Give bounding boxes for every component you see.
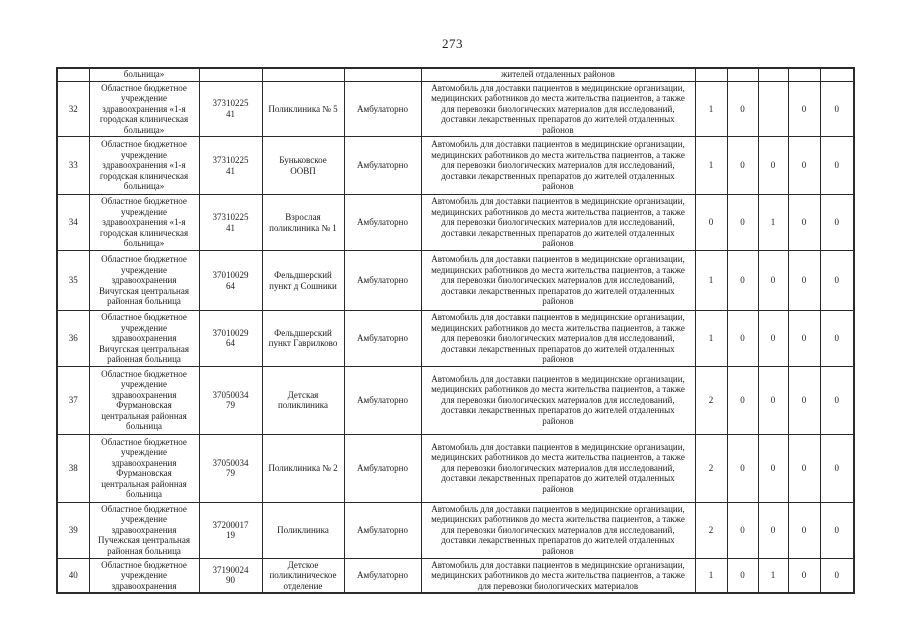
- condition-cell: Амбулаторно: [344, 137, 421, 195]
- value-cell: 2: [695, 434, 727, 502]
- facility-cell: Буньковское ООВП: [262, 137, 344, 195]
- value-cell: 0: [727, 137, 758, 195]
- table-row: [57, 137, 854, 195]
- code-cell: 3731022541: [199, 195, 262, 251]
- code-cell: 3720001719: [199, 502, 262, 558]
- value-cell: 0: [788, 195, 820, 251]
- table-row: [57, 366, 854, 434]
- description-cell: Автомобиль для доставки пациентов в медицинские организации, медицинских работников до места жительства пациентов, а также для перевозки биологических материалов: [421, 558, 695, 593]
- condition-cell: Амбулаторно: [344, 195, 421, 251]
- value-cell: 0: [788, 434, 820, 502]
- value-cell: 1: [695, 251, 727, 311]
- value-cell: 0: [758, 311, 788, 367]
- code-cell: 3731022541: [199, 81, 262, 137]
- organization-cell: Областное бюджетное учреждение здравоохранения Пучежская центральная районная больница: [89, 502, 199, 558]
- value-cell: 0: [788, 81, 820, 137]
- value-cell: [820, 68, 854, 81]
- description-cell: Автомобиль для доставки пациентов в медицинские организации, медицинских работников до места жительства пациентов, а также для перевозки биологических материалов для исследований, доставки лекарственных препаратов до жителей отдаленных районов: [421, 81, 695, 137]
- value-cell: 0: [727, 311, 758, 367]
- facility-cell: Взрослая поликлиника № 1: [262, 195, 344, 251]
- value-cell: 0: [727, 434, 758, 502]
- code-cell: 3719002490: [199, 558, 262, 593]
- value-cell: 0: [820, 81, 854, 137]
- value-cell: 0: [727, 195, 758, 251]
- table-row: [57, 81, 854, 137]
- condition-cell: [344, 68, 421, 81]
- code-cell: 3705003479: [199, 366, 262, 434]
- code-cell: 3731022541: [199, 137, 262, 195]
- row-number-cell: 33: [57, 137, 89, 195]
- organization-cell: Областное бюджетное учреждение здравоохранения «1-я городская клиническая больница»: [89, 137, 199, 195]
- condition-cell: Амбулаторно: [344, 434, 421, 502]
- value-cell: 0: [820, 558, 854, 593]
- value-cell: 0: [820, 502, 854, 558]
- value-cell: 1: [695, 311, 727, 367]
- row-number-cell: [57, 68, 89, 81]
- value-cell: 1: [695, 558, 727, 593]
- value-cell: [758, 68, 788, 81]
- condition-cell: Амбулаторно: [344, 81, 421, 137]
- value-cell: 2: [695, 366, 727, 434]
- description-cell: жителей отдаленных районов: [421, 68, 695, 81]
- facility-cell: Поликлиника: [262, 502, 344, 558]
- row-number-cell: 34: [57, 195, 89, 251]
- value-cell: 0: [727, 558, 758, 593]
- value-cell: 0: [758, 137, 788, 195]
- organization-cell: Областное бюджетное учреждение здравоохранения Вичугская центральная районная больница: [89, 311, 199, 367]
- condition-cell: Амбулаторно: [344, 502, 421, 558]
- value-cell: 1: [695, 81, 727, 137]
- facility-cell: Поликлиника № 5: [262, 81, 344, 137]
- row-number-cell: 40: [57, 558, 89, 593]
- row-number-cell: 35: [57, 251, 89, 311]
- table-row: [57, 195, 854, 251]
- page-number: 273: [442, 36, 463, 51]
- value-cell: [727, 68, 758, 81]
- value-cell: 0: [695, 195, 727, 251]
- facility-cell: Детское поликлиническое отделение: [262, 558, 344, 593]
- code-cell: 3701002964: [199, 311, 262, 367]
- table-row: [57, 311, 854, 367]
- value-cell: 0: [788, 311, 820, 367]
- organization-cell: Областное бюджетное учреждение здравоохранения «1-я городская клиническая больница»: [89, 195, 199, 251]
- value-cell: 0: [727, 366, 758, 434]
- organization-cell: Областное бюджетное учреждение здравоохранения Фурмановская центральная районная больница: [89, 434, 199, 502]
- description-cell: Автомобиль для доставки пациентов в медицинские организации, медицинских работников до места жительства пациентов, а также для перевозки биологических материалов для исследований, доставки лекарственных препаратов до жителей отдаленных районов: [421, 502, 695, 558]
- value-cell: 0: [820, 137, 854, 195]
- code-cell: 3701002964: [199, 251, 262, 311]
- description-cell: Автомобиль для доставки пациентов в медицинские организации, медицинских работников до места жительства пациентов, а также для перевозки биологических материалов для исследований, доставки лекарственных препаратов до жителей отдаленных районов: [421, 434, 695, 502]
- facility-cell: Детская поликлиника: [262, 366, 344, 434]
- condition-cell: Амбулаторно: [344, 251, 421, 311]
- row-number-cell: 36: [57, 311, 89, 367]
- row-number-cell: 39: [57, 502, 89, 558]
- code-cell: 3705003479: [199, 434, 262, 502]
- value-cell: 0: [820, 195, 854, 251]
- value-cell: 0: [727, 251, 758, 311]
- description-cell: Автомобиль для доставки пациентов в медицинские организации, медицинских работников до места жительства пациентов, а также для перевозки биологических материалов для исследований, доставки лекарственных препаратов до жителей отдаленных районов: [421, 366, 695, 434]
- table-row: [57, 251, 854, 311]
- value-cell: 0: [727, 81, 758, 137]
- description-cell: Автомобиль для доставки пациентов в медицинские организации, медицинских работников до места жительства пациентов, а также для перевозки биологических материалов для исследований, доставки лекарственных препаратов до жителей отдаленных районов: [421, 311, 695, 367]
- value-cell: 1: [695, 137, 727, 195]
- facility-cell: Фельдшерский пункт д Сошники: [262, 251, 344, 311]
- facility-cell: [262, 68, 344, 81]
- table-row: [57, 558, 854, 593]
- value-cell: 0: [788, 558, 820, 593]
- organization-cell: Областное бюджетное учреждение здравоохранения «1-я городская клиническая больница»: [89, 81, 199, 137]
- organization-cell: больница»: [89, 68, 199, 81]
- condition-cell: Амбулаторно: [344, 311, 421, 367]
- table-row: [57, 502, 854, 558]
- value-cell: 0: [820, 311, 854, 367]
- description-cell: Автомобиль для доставки пациентов в медицинские организации, медицинских работников до места жительства пациентов, а также для перевозки биологических материалов для исследований, доставки лекарственных препаратов до жителей отдаленных районов: [421, 251, 695, 311]
- table-row: [57, 434, 854, 502]
- value-cell: 2: [695, 502, 727, 558]
- description-cell: Автомобиль для доставки пациентов в медицинские организации, медицинских работников до места жительства пациентов, а также для перевозки биологических материалов для исследований, доставки лекарственных препаратов до жителей отдаленных районов: [421, 137, 695, 195]
- value-cell: 0: [820, 366, 854, 434]
- row-number-cell: 37: [57, 366, 89, 434]
- row-number-cell: 32: [57, 81, 89, 137]
- description-cell: Автомобиль для доставки пациентов в медицинские организации, медицинских работников до места жительства пациентов, а также для перевозки биологических материалов для исследований, доставки лекарственных препаратов до жителей отдаленных районов: [421, 195, 695, 251]
- code-cell: [199, 68, 262, 81]
- value-cell: 1: [758, 558, 788, 593]
- facility-cell: Поликлиника № 2: [262, 434, 344, 502]
- table-row-continuation: [57, 68, 854, 81]
- value-cell: 0: [788, 137, 820, 195]
- row-number-cell: 38: [57, 434, 89, 502]
- value-cell: 0: [788, 366, 820, 434]
- value-cell: [788, 68, 820, 81]
- organization-cell: Областное бюджетное учреждение здравоохранения Вичугская центральная районная больница: [89, 251, 199, 311]
- value-cell: [758, 81, 788, 137]
- facility-cell: Фельдшерский пункт Гаврилково: [262, 311, 344, 367]
- value-cell: 0: [758, 366, 788, 434]
- value-cell: 0: [788, 251, 820, 311]
- value-cell: 0: [788, 502, 820, 558]
- value-cell: [695, 68, 727, 81]
- organization-cell: Областное бюджетное учреждение здравоохранения: [89, 558, 199, 593]
- organization-cell: Областное бюджетное учреждение здравоохранения Фурмановская центральная районная больница: [89, 366, 199, 434]
- condition-cell: Амбулаторно: [344, 366, 421, 434]
- value-cell: 0: [758, 502, 788, 558]
- value-cell: 0: [727, 502, 758, 558]
- data-table: [56, 67, 855, 594]
- value-cell: 1: [758, 195, 788, 251]
- value-cell: 0: [758, 434, 788, 502]
- value-cell: 0: [758, 251, 788, 311]
- condition-cell: Амбулаторно: [344, 558, 421, 593]
- value-cell: 0: [820, 434, 854, 502]
- value-cell: 0: [820, 251, 854, 311]
